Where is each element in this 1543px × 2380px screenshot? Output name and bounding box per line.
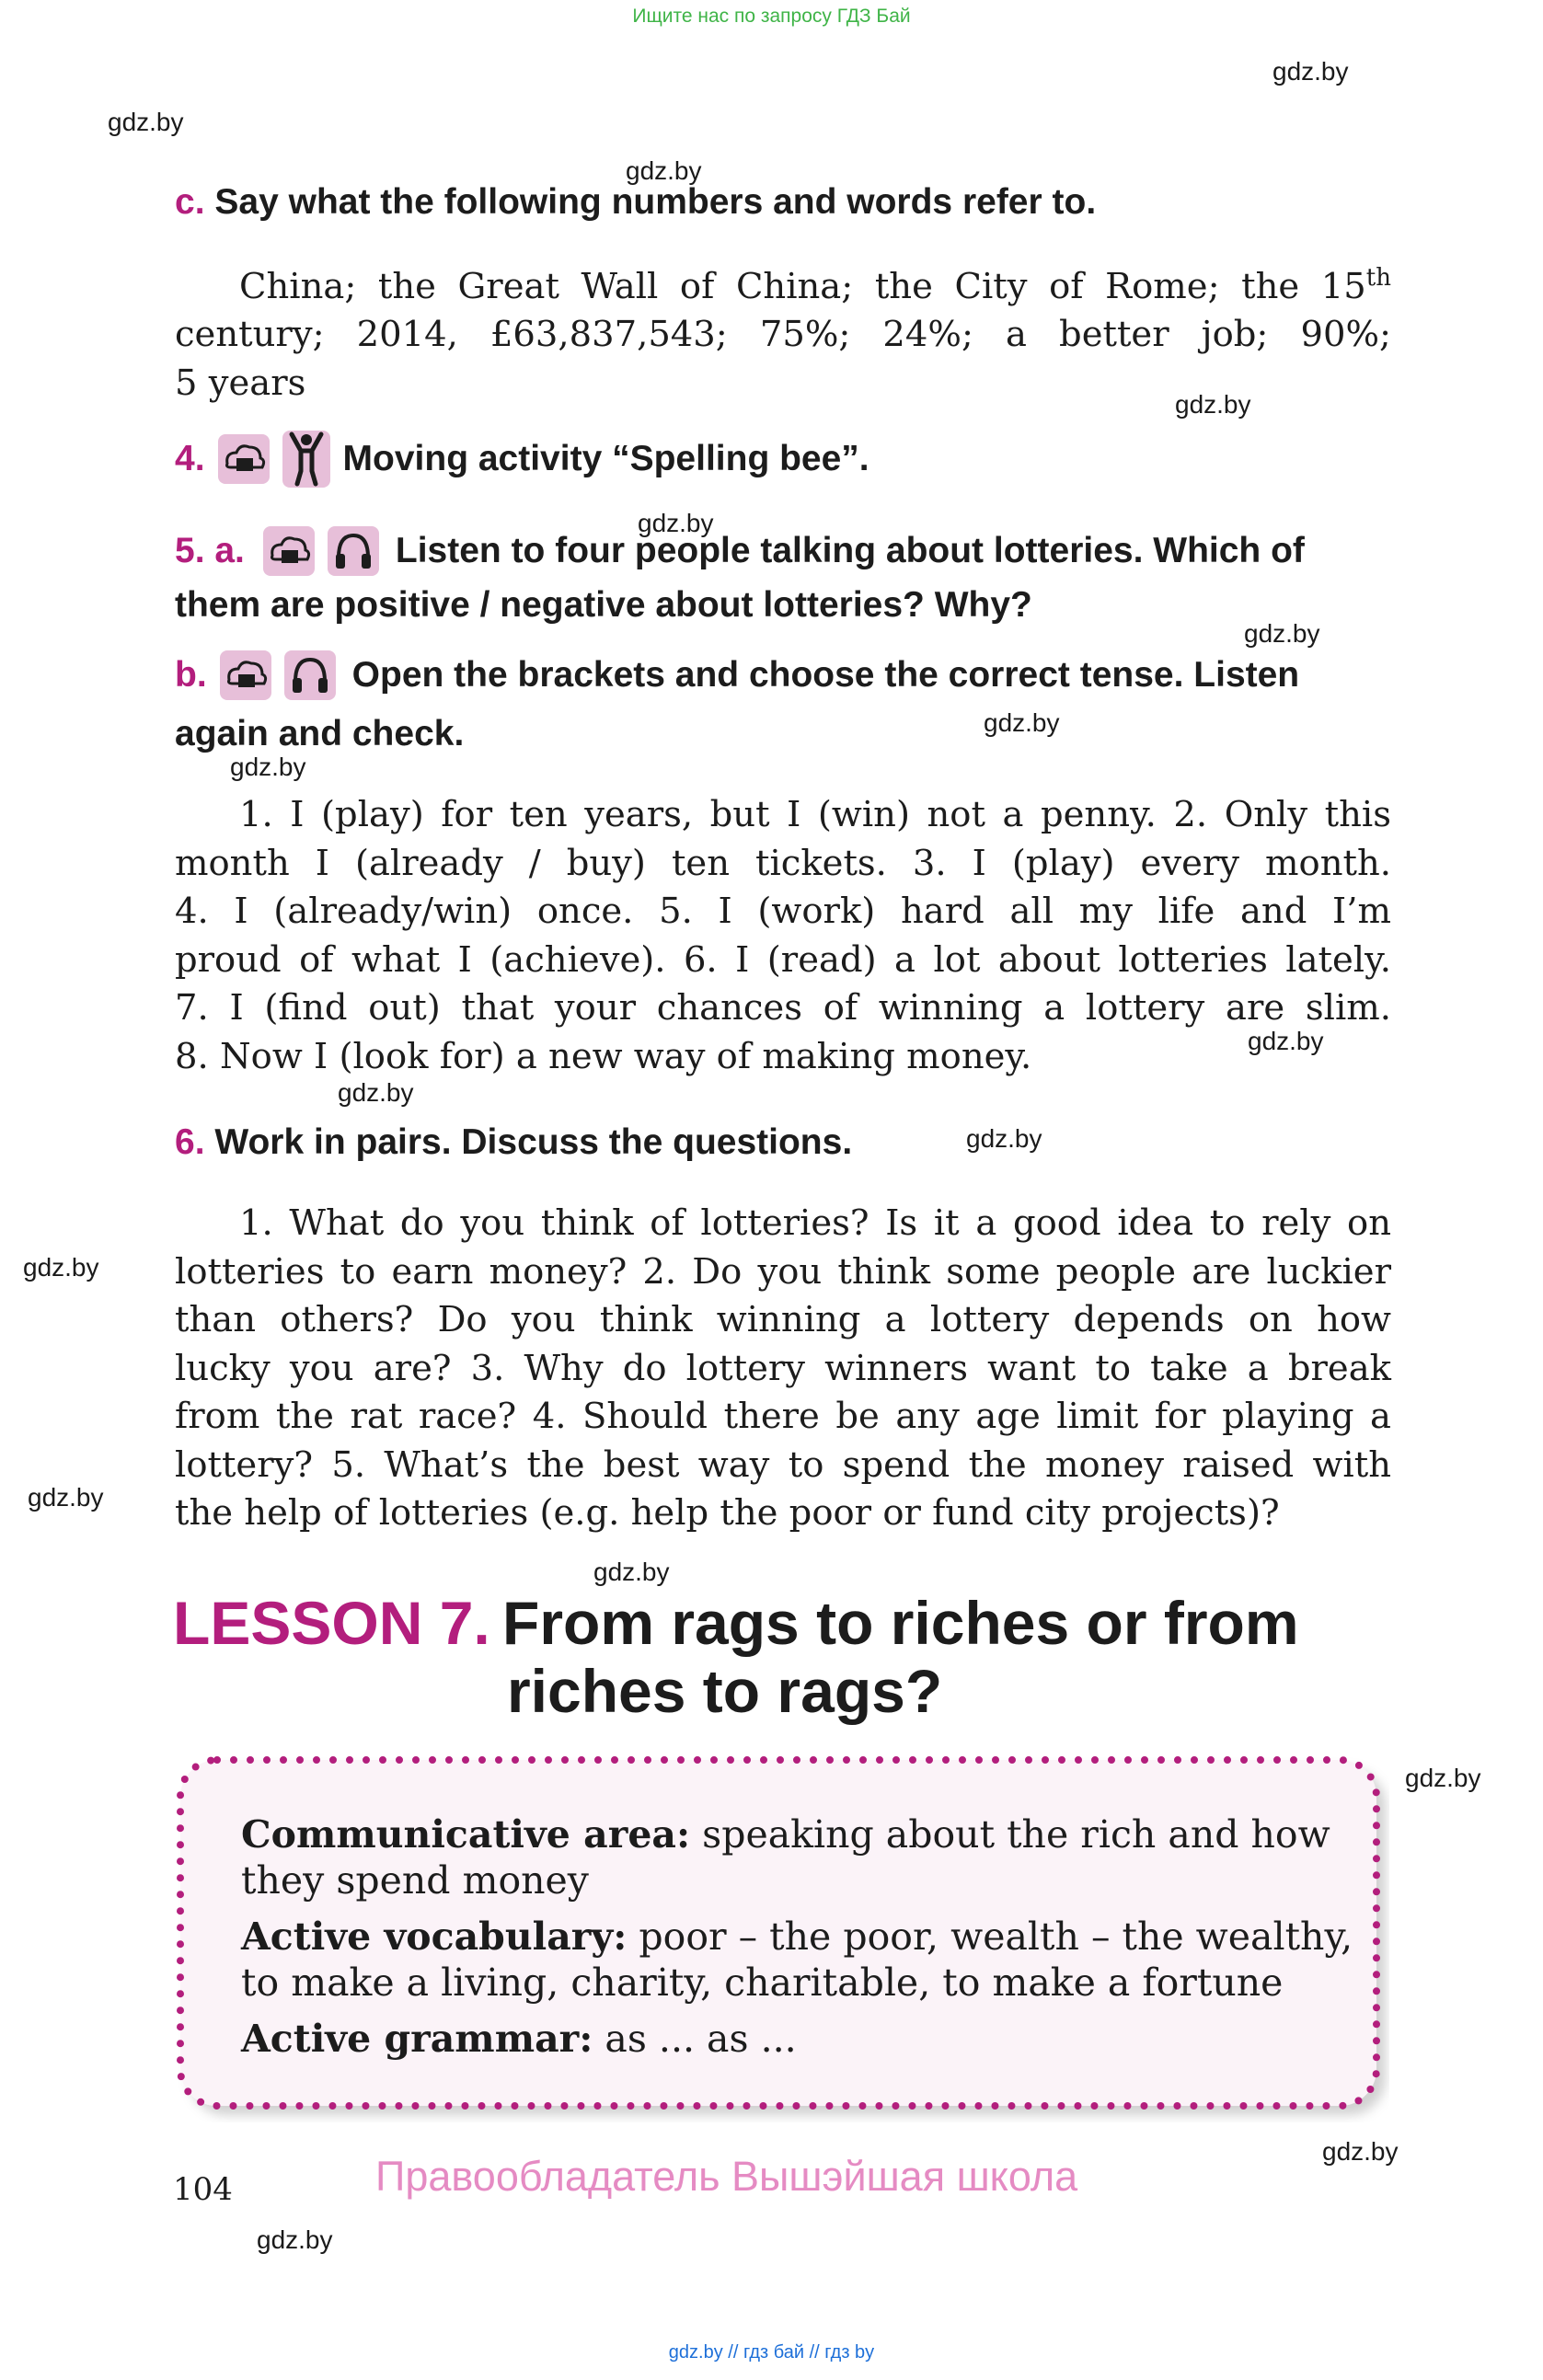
task-instruction: Work in pairs. Discuss the questions. (214, 1122, 853, 1162)
text-line: proud of what I (achieve). 6. I (read) a lot about lotteries lately. (175, 938, 1391, 981)
task-instruction: Say what the following numbers and words refer to. (214, 182, 1097, 222)
lesson-title-line1: From rags to riches or from (502, 1589, 1299, 1657)
watermark: gdz.by (1272, 57, 1349, 86)
watermark: gdz.by (23, 1253, 99, 1282)
task-5a-heading (175, 523, 1305, 580)
person-moving-icon (282, 431, 330, 488)
active-vocabulary: Active vocabulary: poor – the poor, wealth – the wealthy, (241, 1914, 1353, 1959)
top-banner: Ищите нас по запросу ГДЗ Бай (632, 6, 911, 27)
text-line: 1. What do you think of lotteries? Is it a good idea to rely on (239, 1202, 1391, 1244)
copyright-holder: Правообладатель Вышэйшая школа (375, 2153, 1078, 2200)
text-line: the help of lotteries (e.g. help the poor or fund city projects)? (175, 1492, 1280, 1534)
text-line: 1. I (play) for ten years, but I (win) not a penny. 2. Only this (239, 794, 1391, 835)
text-line: than others? Do you think winning a lottery depends on how (175, 1299, 1391, 1340)
active-vocabulary-cont: to make a living, charity, charitable, to make a fortune (241, 1960, 1284, 2005)
watermark: gdz.by (230, 753, 306, 781)
page-number: 104 (173, 2171, 233, 2208)
watermark: gdz.by (28, 1483, 104, 1512)
watermark: gdz.by (1244, 619, 1320, 648)
communicative-area: Communicative area: speaking about the rich and how (241, 1812, 1330, 1857)
text-line: 4. I (already/win) once. 5. I (work) hard all my life and I’m (175, 891, 1391, 932)
watermark: gdz.by (984, 708, 1060, 737)
task-instruction: Listen to four people talking about lotteries. Which of (395, 531, 1305, 570)
text-line: lottery? 5. What’s the best way to spend the money raised with (175, 1443, 1391, 1486)
text-line: lotteries to earn money? 2. Do you think some people are luckier (175, 1250, 1391, 1293)
text-line: month I (already / buy) ten tickets. 3. I (play) every month. (175, 842, 1391, 884)
task-6-body (175, 1200, 1391, 1538)
watermark: gdz.by (626, 156, 702, 185)
cloud-folder-icon (263, 526, 315, 576)
headphones-icon (284, 650, 336, 700)
task-c-heading (175, 182, 1096, 223)
text-line: 8. Now I (look for) a new way of making money. (175, 1035, 1032, 1077)
task-number: 6. (175, 1122, 205, 1162)
task-instruction: Moving activity “Spelling bee”. (342, 439, 869, 478)
task-number: c. (175, 182, 205, 222)
bottom-links[interactable]: gdz.by // гдз бай // гдз by (668, 2342, 875, 2363)
task-instruction: Open the brackets and choose the correct tense. Listen (351, 655, 1300, 695)
headphones-icon (328, 526, 379, 576)
watermark: gdz.by (338, 1078, 414, 1107)
task-6-heading (175, 1122, 852, 1163)
watermark: gdz.by (593, 1558, 670, 1586)
task-5b-heading (175, 647, 1299, 704)
watermark: gdz.by (1248, 1027, 1324, 1055)
cloud-folder-icon (218, 434, 270, 484)
text-line: 5 years (175, 362, 306, 404)
watermark: gdz.by (108, 108, 184, 136)
text-line: century; 2014, £63,837,543; 75%; 24%; a better job; 90%; (175, 314, 1391, 356)
watermark: gdz.by (257, 2225, 333, 2254)
task-instruction-cont: them are positive / negative about lotteries? Why? (175, 585, 1032, 625)
active-grammar: Active grammar: as ... as ... (241, 2017, 797, 2061)
text-line: China; the Great Wall of China; the City of Rome; the 15th (239, 264, 1391, 307)
lesson-title-line2: riches to rags? (507, 1657, 943, 1725)
task-number: 5. a. (175, 531, 245, 570)
watermark: gdz.by (966, 1124, 1042, 1153)
text-line: lucky you are? 3. Why do lottery winners want to take a break (175, 1347, 1391, 1389)
task-c-body (175, 254, 1391, 408)
communicative-area-cont: they spend money (241, 1858, 589, 1903)
cloud-folder-icon (220, 650, 271, 700)
task-4-heading (175, 431, 869, 488)
watermark: gdz.by (1405, 1764, 1481, 1792)
task-5b-body (175, 791, 1391, 1081)
text-line: 7. I (find out) that your chances of winning a lottery are slim. (175, 987, 1391, 1029)
lesson-objectives-box (175, 1754, 1389, 2122)
task-number: b. (175, 655, 207, 695)
text-line: from the rat race? 4. Should there be any age limit for playing a (175, 1396, 1391, 1437)
watermark: gdz.by (1175, 390, 1251, 419)
task-instruction-cont: again and check. (175, 714, 465, 753)
superscript: th (1365, 264, 1391, 292)
watermark: gdz.by (1322, 2137, 1399, 2166)
task-number: 4. (175, 439, 205, 478)
lesson-number: LESSON 7. (173, 1589, 490, 1657)
watermark: gdz.by (638, 509, 714, 537)
